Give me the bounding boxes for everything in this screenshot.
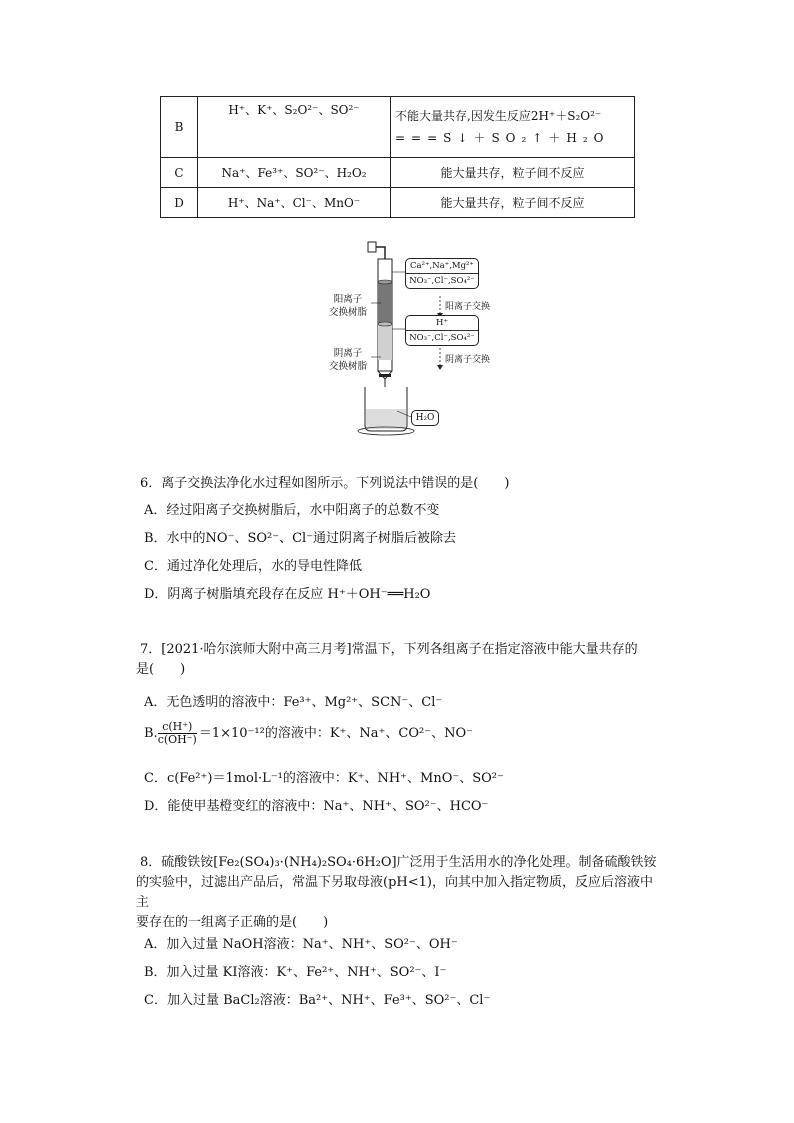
ion-exchange-figure	[315, 237, 515, 437]
table-row	[161, 97, 635, 158]
question-6-option-a: A．经过阳离子交换树脂后，水中阳离子的总数不变	[144, 503, 440, 518]
question-7-option-b	[144, 721, 473, 746]
table-row	[161, 188, 635, 218]
question-8-stem-line: 要存在的一组离子正确的是( )	[136, 915, 329, 930]
anion-resin-label: 阴离子 交换树脂	[328, 348, 367, 372]
cation-exchange-label: 阳离子交换	[445, 302, 491, 312]
verdict-cell: 能大量共存，粒子间不反应	[391, 158, 635, 188]
ion-group: Na⁺、Fe³⁺、SO²⁻、H₂O₂	[198, 158, 391, 188]
verdict-cell	[391, 97, 635, 158]
ratio-numerator: c(H⁺)	[158, 721, 197, 734]
anion-exchange-label: 阴离子交换	[445, 355, 491, 365]
question-7-stem	[136, 640, 660, 680]
question-7-option-c: C．c(Fe²⁺)＝1mol·L⁻¹的溶液中：K⁺、NH⁺、MnO⁻、SO²⁻	[144, 771, 504, 786]
verdict-equation: ===S↓＋SO₂↑＋H₂O	[395, 131, 610, 145]
row-label: C	[161, 158, 198, 188]
ratio-denominator: c(OH⁻)	[157, 733, 197, 746]
cation-resin-label: 阳离子 交换树脂	[328, 294, 367, 318]
question-8-stem-line: 8．硫酸铁铵[Fe₂(SO₄)₃·(NH₄)₂SO₄·6H₂O]广泛用于生活用水的净化处理。制备硫酸铁铵	[140, 855, 657, 870]
hydrogen-hydroxide-ratio	[158, 721, 197, 746]
question-7-stem-line: 是( )	[136, 662, 186, 677]
question-6-option-b: B．水中的NO⁻、SO²⁻、Cl⁻通过阴离子树脂后被除去	[144, 531, 457, 546]
row-label: B	[161, 97, 198, 158]
after-cation-exchange-box	[405, 315, 479, 346]
verdict-cell: 能大量共存，粒子间不反应	[391, 188, 635, 218]
option-b-text: ＝1×10⁻¹²的溶液中：K⁺、Na⁺、CO²⁻、NO⁻	[198, 726, 473, 741]
question-6-stem: 6．离子交换法净化水过程如图所示。下列说法中错误的是( )	[140, 476, 510, 491]
question-8-option-c: C．加入过量 BaCl₂溶液：Ba²⁺、NH⁺、Fe³⁺、SO²⁻、Cl⁻	[144, 993, 491, 1008]
incoming-anions: NO₃⁻,Cl⁻,SO₄²⁻	[409, 276, 475, 286]
question-8-option-a: A．加入过量 NaOH溶液：Na⁺、NH⁺、SO²⁻、OH⁻	[144, 937, 458, 952]
question-8-option-b: B．加入过量 KI溶液：K⁺、Fe²⁺、NH⁺、SO²⁻、I⁻	[144, 965, 447, 980]
question-7-stem-line: 7．[2021·哈尔滨师大附中高三月考]常温下，下列各组离子在指定溶液中能大量共存的	[140, 642, 638, 657]
question-8-stem-line: 的实验中，过滤出产品后，常温下另取母液(pH<1)，向其中加入指定物质，反应后溶液中主	[136, 875, 653, 910]
incoming-ions-box	[405, 258, 479, 289]
verdict-line: 不能大量共存,因发生反应2H⁺＋S₂O²⁻	[395, 109, 602, 123]
ion-group: H⁺、Na⁺、Cl⁻、MnO⁻	[198, 188, 391, 218]
options-table	[160, 96, 635, 218]
table-row	[161, 158, 635, 188]
incoming-cations: Ca²⁺,Na⁺,Mg²⁺	[406, 259, 478, 274]
question-7-option-a: A．无色透明的溶液中：Fe³⁺、Mg²⁺、SCN⁻、Cl⁻	[144, 695, 443, 710]
question-6-option-d: D．阴离子树脂填充段存在反应 H⁺＋OH⁻══H₂O	[144, 587, 431, 602]
question-7-option-d: D．能使甲基橙变红的溶液中：Na⁺、NH⁺、SO²⁻、HCO⁻	[144, 799, 489, 814]
question-8-stem	[136, 853, 660, 933]
hydrogen-ion: H⁺	[406, 316, 478, 331]
remaining-anions: NO₃⁻,Cl⁻,SO₄²⁻	[409, 333, 475, 343]
ion-group: H⁺、K⁺、S₂O²⁻、SO²⁻	[198, 97, 391, 158]
water-label: H₂O	[411, 410, 439, 426]
option-b-letter: B.	[144, 726, 158, 741]
row-label: D	[161, 188, 198, 218]
question-6-option-c: C．通过净化处理后，水的导电性降低	[144, 559, 362, 574]
